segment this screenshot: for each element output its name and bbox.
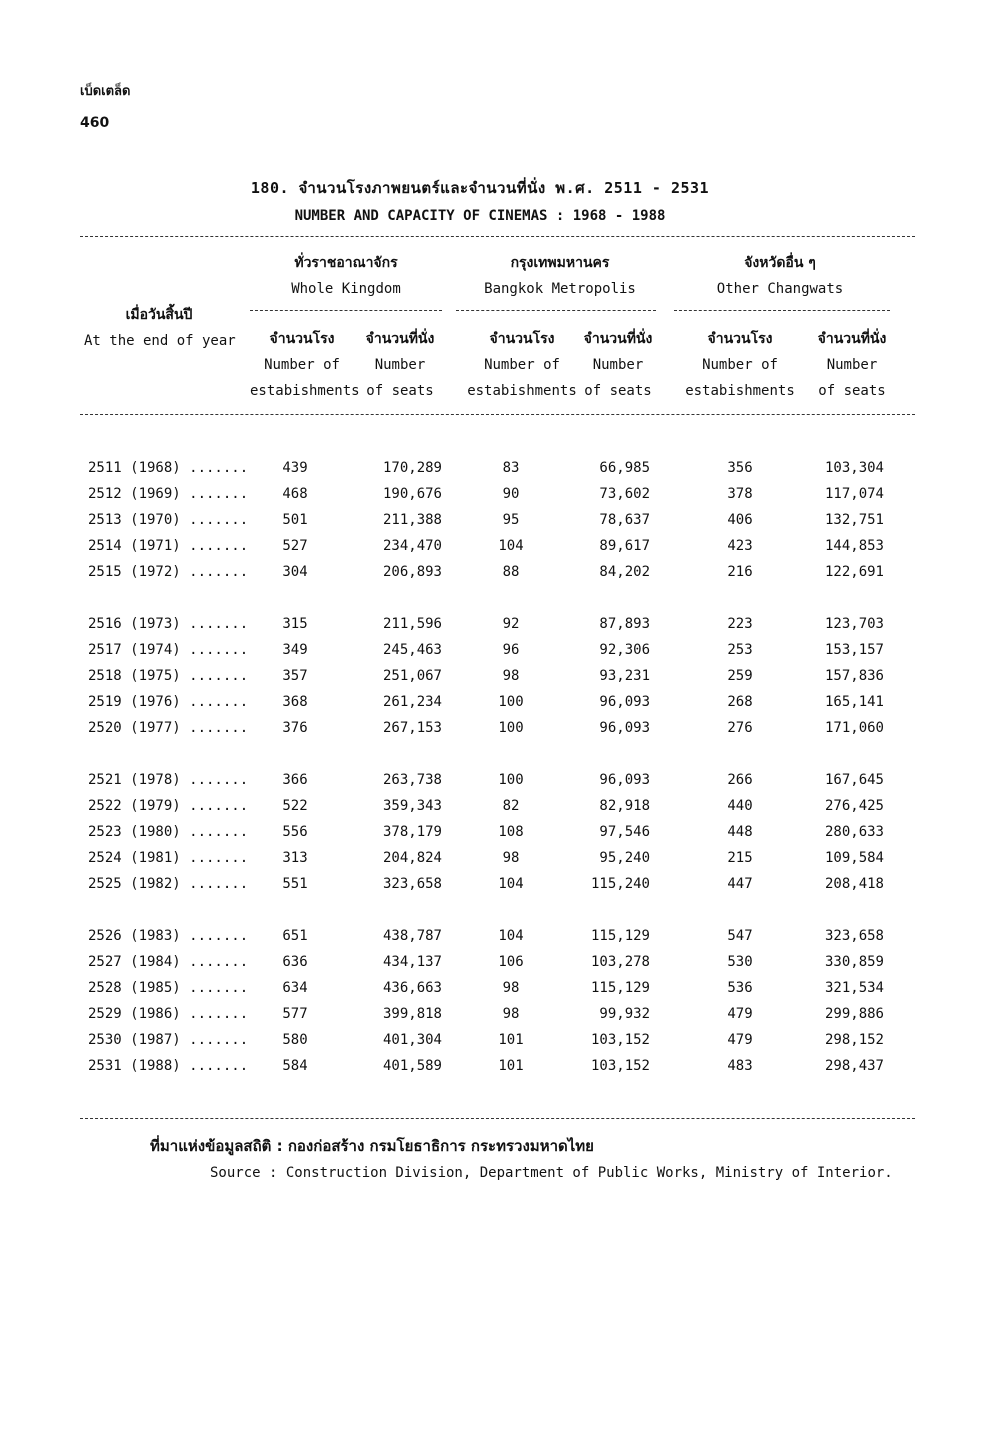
bangkok-establishments: 104 — [498, 928, 524, 944]
subheader-thai: จำนวนโรง — [269, 331, 335, 347]
year-header-english: At the end of year — [84, 333, 236, 349]
bangkok-establishments: 101 — [498, 1032, 524, 1048]
top-rule — [80, 236, 915, 237]
whole-kingdom-establishments: 651 — [282, 928, 308, 944]
table-row — [0, 455, 990, 481]
title-english: NUMBER AND CAPACITY OF CINEMAS : 1968 - 1988 — [294, 208, 666, 224]
year-cell: 2511 (1968) ....... — [88, 460, 249, 476]
whole-kingdom-seats: 261,234 — [382, 694, 442, 710]
bangkok-establishments: 100 — [498, 720, 524, 736]
bangkok-seats: 115,129 — [590, 980, 650, 996]
source-english: Source : Construction Division, Department of Public Works, Ministry of Interior. — [210, 1165, 893, 1181]
bangkok-establishments: 98 — [502, 850, 520, 866]
other-changwats-establishments: 378 — [727, 486, 753, 502]
subheader-seats — [580, 326, 656, 404]
bangkok-establishments: 90 — [502, 486, 520, 502]
table-row — [0, 767, 990, 793]
other-changwats-seats: 157,836 — [824, 668, 884, 684]
year-cell: 2524 (1981) ....... — [88, 850, 249, 866]
whole-kingdom-seats: 251,067 — [382, 668, 442, 684]
bangkok-establishments: 100 — [498, 772, 524, 788]
subheader-thai: จำนวนที่นั่ง — [365, 331, 435, 347]
year-cell: 2514 (1971) ....... — [88, 538, 249, 554]
other-changwats-establishments: 406 — [727, 512, 753, 528]
table-title — [0, 176, 990, 224]
subheader-line1: Number of — [484, 357, 560, 373]
bangkok-establishments: 96 — [502, 642, 520, 658]
other-changwats-seats: 153,157 — [824, 642, 884, 658]
other-changwats-seats: 165,141 — [824, 694, 884, 710]
bangkok-seats: 115,240 — [590, 876, 650, 892]
table-row — [0, 507, 990, 533]
bangkok-establishments: 82 — [502, 798, 520, 814]
other-changwats-establishments: 216 — [727, 564, 753, 580]
group-thai: ทั่วราชอาณาจักร — [294, 255, 398, 271]
year-cell: 2518 (1975) ....... — [88, 668, 249, 684]
subheader-line2: of seats — [584, 383, 652, 399]
group-thai: จังหวัดอื่น ๆ — [744, 255, 816, 271]
other-changwats-establishments: 547 — [727, 928, 753, 944]
whole-kingdom-seats: 211,388 — [382, 512, 442, 528]
other-changwats-establishments: 276 — [727, 720, 753, 736]
bangkok-seats: 82,918 — [599, 798, 650, 814]
subheader-seats — [810, 326, 894, 404]
other-changwats-establishments: 536 — [727, 980, 753, 996]
subheader-thai: จำนวนที่นั่ง — [583, 331, 653, 347]
other-changwats-seats: 299,886 — [824, 1006, 884, 1022]
other-changwats-seats: 167,645 — [824, 772, 884, 788]
bangkok-seats: 103,278 — [590, 954, 650, 970]
other-changwats-seats: 144,853 — [824, 538, 884, 554]
running-title: เบ็ดเตล็ด — [80, 84, 131, 99]
bangkok-seats: 89,617 — [599, 538, 650, 554]
table-row — [0, 793, 990, 819]
year-cell: 2521 (1978) ....... — [88, 772, 249, 788]
other-changwats-establishments: 530 — [727, 954, 753, 970]
table-row — [0, 1027, 990, 1053]
year-cell: 2522 (1979) ....... — [88, 798, 249, 814]
bangkok-seats: 92,306 — [599, 642, 650, 658]
table-row — [0, 689, 990, 715]
subheader-line2: of seats — [366, 383, 434, 399]
subheader-line1: Number — [592, 357, 644, 373]
whole-kingdom-seats: 401,304 — [382, 1032, 442, 1048]
bangkok-seats: 87,893 — [599, 616, 650, 632]
table-row — [0, 663, 990, 689]
other-changwats-seats: 323,658 — [824, 928, 884, 944]
whole-kingdom-establishments: 527 — [282, 538, 308, 554]
subheader-line2: estabishments — [685, 383, 795, 399]
whole-kingdom-seats: 211,596 — [382, 616, 442, 632]
whole-kingdom-establishments: 580 — [282, 1032, 308, 1048]
table-row — [0, 923, 990, 949]
year-cell: 2513 (1970) ....... — [88, 512, 249, 528]
bangkok-seats: 66,985 — [599, 460, 650, 476]
subheader-establishments — [466, 326, 578, 404]
other-changwats-seats: 298,437 — [824, 1058, 884, 1074]
other-changwats-seats: 208,418 — [824, 876, 884, 892]
other-changwats-establishments: 268 — [727, 694, 753, 710]
subheader-establishments — [250, 326, 360, 404]
whole-kingdom-seats: 267,153 — [382, 720, 442, 736]
whole-kingdom-establishments: 313 — [282, 850, 308, 866]
group-english: Other Changwats — [716, 281, 844, 297]
title-thai: 180. จำนวนโรงภาพยนตร์และจำนวนที่นั่ง พ.ศ. 2511 - 2531 — [250, 179, 710, 197]
whole-kingdom-establishments: 636 — [282, 954, 308, 970]
group-thai: กรุงเทพมหานคร — [510, 255, 610, 271]
group-underline — [456, 310, 656, 311]
whole-kingdom-seats: 378,179 — [382, 824, 442, 840]
header-bottom-rule — [80, 414, 915, 415]
year-cell: 2530 (1987) ....... — [88, 1032, 249, 1048]
year-cell: 2525 (1982) ....... — [88, 876, 249, 892]
subheader-line1: Number — [826, 357, 878, 373]
bangkok-establishments: 104 — [498, 876, 524, 892]
other-changwats-establishments: 356 — [727, 460, 753, 476]
bangkok-seats: 103,152 — [590, 1058, 650, 1074]
bangkok-establishments: 98 — [502, 1006, 520, 1022]
other-changwats-seats: 103,304 — [824, 460, 884, 476]
group-english: Bangkok Metropolis — [484, 281, 636, 297]
subheader-thai: จำนวนโรง — [707, 331, 773, 347]
bangkok-establishments: 104 — [498, 538, 524, 554]
other-changwats-seats: 122,691 — [824, 564, 884, 580]
table-row — [0, 819, 990, 845]
whole-kingdom-establishments: 304 — [282, 564, 308, 580]
whole-kingdom-establishments: 522 — [282, 798, 308, 814]
bangkok-seats: 115,129 — [590, 928, 650, 944]
other-changwats-seats: 132,751 — [824, 512, 884, 528]
other-changwats-establishments: 448 — [727, 824, 753, 840]
whole-kingdom-establishments: 468 — [282, 486, 308, 502]
table-row — [0, 559, 990, 585]
other-changwats-establishments: 223 — [727, 616, 753, 632]
bangkok-establishments: 83 — [502, 460, 520, 476]
whole-kingdom-establishments: 376 — [282, 720, 308, 736]
bangkok-establishments: 98 — [502, 668, 520, 684]
whole-kingdom-seats: 436,663 — [382, 980, 442, 996]
group-spacer — [0, 897, 990, 923]
subheader-line2: of seats — [818, 383, 886, 399]
whole-kingdom-seats: 399,818 — [382, 1006, 442, 1022]
page-header — [80, 80, 130, 101]
other-changwats-establishments: 259 — [727, 668, 753, 684]
whole-kingdom-seats: 323,658 — [382, 876, 442, 892]
other-changwats-establishments: 479 — [727, 1032, 753, 1048]
subheader-line2: estabishments — [250, 383, 360, 399]
other-changwats-seats: 117,074 — [824, 486, 884, 502]
bangkok-seats: 73,602 — [599, 486, 650, 502]
whole-kingdom-seats: 245,463 — [382, 642, 442, 658]
year-cell: 2523 (1980) ....... — [88, 824, 249, 840]
bangkok-establishments: 88 — [502, 564, 520, 580]
bangkok-seats: 103,152 — [590, 1032, 650, 1048]
other-changwats-establishments: 440 — [727, 798, 753, 814]
whole-kingdom-seats: 206,893 — [382, 564, 442, 580]
year-cell: 2528 (1985) ....... — [88, 980, 249, 996]
whole-kingdom-seats: 263,738 — [382, 772, 442, 788]
other-changwats-seats: 330,859 — [824, 954, 884, 970]
group-header-bangkok — [460, 250, 660, 302]
bangkok-establishments: 92 — [502, 616, 520, 632]
whole-kingdom-establishments: 357 — [282, 668, 308, 684]
group-english: Whole Kingdom — [291, 281, 401, 297]
bangkok-seats: 96,093 — [599, 694, 650, 710]
whole-kingdom-seats: 401,589 — [382, 1058, 442, 1074]
group-underline — [674, 310, 890, 311]
bottom-rule — [80, 1118, 915, 1119]
year-header — [84, 302, 234, 354]
year-cell: 2531 (1988) ....... — [88, 1058, 249, 1074]
year-cell: 2529 (1986) ....... — [88, 1006, 249, 1022]
bangkok-seats: 96,093 — [599, 772, 650, 788]
whole-kingdom-establishments: 439 — [282, 460, 308, 476]
whole-kingdom-seats: 438,787 — [382, 928, 442, 944]
other-changwats-establishments: 423 — [727, 538, 753, 554]
year-cell: 2515 (1972) ....... — [88, 564, 249, 580]
other-changwats-establishments: 266 — [727, 772, 753, 788]
source-thai: ที่มาแห่งข้อมูลสถิติ : กองก่อสร้าง กรมโยธาธิการ กระทรวงมหาดไทย — [150, 1137, 594, 1155]
subheader-seats — [362, 326, 438, 404]
bangkok-establishments: 100 — [498, 694, 524, 710]
subheader-line1: Number of — [702, 357, 778, 373]
whole-kingdom-seats: 170,289 — [382, 460, 442, 476]
table-row — [0, 975, 990, 1001]
whole-kingdom-establishments: 634 — [282, 980, 308, 996]
group-header-other-changwats — [680, 250, 880, 302]
page-number: 460 — [80, 115, 110, 131]
table-row — [0, 481, 990, 507]
subheader-line1: Number — [374, 357, 426, 373]
table-row — [0, 845, 990, 871]
whole-kingdom-establishments: 315 — [282, 616, 308, 632]
other-changwats-establishments: 253 — [727, 642, 753, 658]
other-changwats-seats: 298,152 — [824, 1032, 884, 1048]
table-body — [0, 455, 990, 1079]
whole-kingdom-seats: 434,137 — [382, 954, 442, 970]
other-changwats-seats: 321,534 — [824, 980, 884, 996]
bangkok-seats: 93,231 — [599, 668, 650, 684]
subheader-thai: จำนวนโรง — [489, 331, 555, 347]
group-spacer — [0, 741, 990, 767]
bangkok-seats: 78,637 — [599, 512, 650, 528]
whole-kingdom-establishments: 368 — [282, 694, 308, 710]
other-changwats-establishments: 215 — [727, 850, 753, 866]
table-row — [0, 1001, 990, 1027]
whole-kingdom-establishments: 501 — [282, 512, 308, 528]
table-row — [0, 533, 990, 559]
subheader-line1: Number of — [264, 357, 340, 373]
group-underline — [250, 310, 442, 311]
bangkok-seats: 96,093 — [599, 720, 650, 736]
bangkok-seats: 97,546 — [599, 824, 650, 840]
table-row — [0, 611, 990, 637]
year-cell: 2517 (1974) ....... — [88, 642, 249, 658]
year-header-thai: เมื่อวันสิ้นปี — [125, 307, 193, 323]
whole-kingdom-establishments: 349 — [282, 642, 308, 658]
bangkok-establishments: 101 — [498, 1058, 524, 1074]
group-spacer — [0, 585, 990, 611]
other-changwats-seats: 109,584 — [824, 850, 884, 866]
whole-kingdom-establishments: 577 — [282, 1006, 308, 1022]
other-changwats-establishments: 479 — [727, 1006, 753, 1022]
year-cell: 2512 (1969) ....... — [88, 486, 249, 502]
group-header-whole-kingdom — [250, 250, 442, 302]
table-row — [0, 1053, 990, 1079]
bangkok-establishments: 98 — [502, 980, 520, 996]
whole-kingdom-establishments: 584 — [282, 1058, 308, 1074]
year-cell: 2516 (1973) ....... — [88, 616, 249, 632]
other-changwats-seats: 171,060 — [824, 720, 884, 736]
whole-kingdom-seats: 190,676 — [382, 486, 442, 502]
other-changwats-establishments: 483 — [727, 1058, 753, 1074]
bangkok-seats: 84,202 — [599, 564, 650, 580]
whole-kingdom-establishments: 551 — [282, 876, 308, 892]
bangkok-seats: 99,932 — [599, 1006, 650, 1022]
whole-kingdom-seats: 204,824 — [382, 850, 442, 866]
bangkok-establishments: 106 — [498, 954, 524, 970]
other-changwats-establishments: 447 — [727, 876, 753, 892]
whole-kingdom-establishments: 556 — [282, 824, 308, 840]
whole-kingdom-establishments: 366 — [282, 772, 308, 788]
other-changwats-seats: 276,425 — [824, 798, 884, 814]
bangkok-establishments: 108 — [498, 824, 524, 840]
year-cell: 2526 (1983) ....... — [88, 928, 249, 944]
table-row — [0, 715, 990, 741]
whole-kingdom-seats: 234,470 — [382, 538, 442, 554]
subheader-thai: จำนวนที่นั่ง — [817, 331, 887, 347]
bangkok-seats: 95,240 — [599, 850, 650, 866]
table-row — [0, 949, 990, 975]
whole-kingdom-seats: 359,343 — [382, 798, 442, 814]
year-cell: 2519 (1976) ....... — [88, 694, 249, 710]
table-row — [0, 871, 990, 897]
other-changwats-seats: 280,633 — [824, 824, 884, 840]
table-row — [0, 637, 990, 663]
year-cell: 2520 (1977) ....... — [88, 720, 249, 736]
subheader-line2: estabishments — [467, 383, 577, 399]
other-changwats-seats: 123,703 — [824, 616, 884, 632]
year-cell: 2527 (1984) ....... — [88, 954, 249, 970]
bangkok-establishments: 95 — [502, 512, 520, 528]
subheader-establishments — [684, 326, 796, 404]
